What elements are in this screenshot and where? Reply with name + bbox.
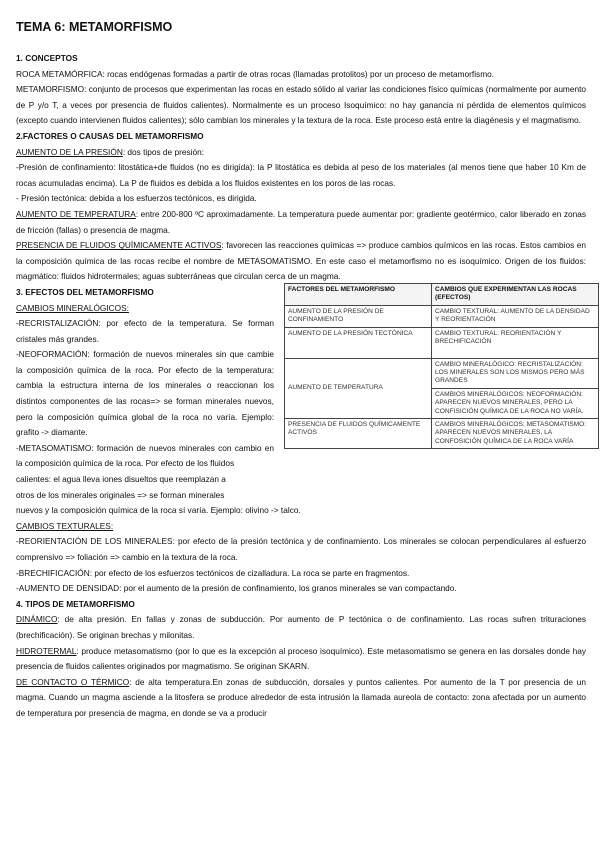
- table-cell: CAMBIO TEXTURAL: AUMENTO DE LA DENSIDAD Y REORIENTACIÓN: [432, 305, 599, 327]
- section-1-heading: 1. CONCEPTOS: [16, 53, 78, 63]
- contacto-paragraph: [16, 675, 586, 722]
- contacto-text: : de alta temperatura.En zonas de subducción, dorsales y puntos calientes. Por aumento de la T por presencia de un magma. Cuando un magma asciende a la litosfera se produce alrededor de esta intrusión la llamada aureola de contacto: zona afectada por un aumento de temperatura por presencia de magma, en donde se va a producir: [16, 676, 586, 718]
- hidrotermal-paragraph: [16, 644, 586, 675]
- table-row: [285, 358, 599, 388]
- dinamico-label: DINÁMICO: [16, 614, 58, 625]
- table-header-row: [285, 283, 599, 305]
- presion-label: AUMENTO DE LA PRESIÓN: [16, 146, 123, 157]
- metasomatismo-cont-1: calientes: el agua lleva iones disueltos que reemplazan a: [16, 474, 226, 485]
- brechificacion-paragraph: -BRECHIFICACIÓN: por efecto de los esfuerzos tectónicos de cizalladura. La roca se parte en fragmentos.: [16, 567, 410, 578]
- hidrotermal-label: HIDROTERMAL: [16, 645, 77, 656]
- metasomatismo-paragraph: -METASOMATISMO: formación de nuevos minerales con cambio en la composición química de la roca. Por efecto de los fluidos: [16, 442, 274, 469]
- fluidos-paragraph: [16, 238, 586, 285]
- table-row: [285, 418, 599, 448]
- fluid-text: : favorecen las reacciones químicas => produce cambios químicos en las rocas. Estos cambios en la composición química de las rocas recibe el nombre de METASOMATISMO. En este caso el metamorfismo no es isoquímico. Origen de los fluidos: magmático: fluidos hidrotermales; aguas subterráneas que circulan cerca de un magma.: [16, 240, 586, 282]
- table-header-cambios: CAMBIOS QUE EXPERIMENTAN LAS ROCAS (EFECTOS): [432, 283, 599, 305]
- table-cell: CAMBIOS MINERALÓGICOS: NEOFORMACIÓN: APARECEN NUEVOS MINERALES, PERO LA CONFISICIÓN QUÍMICA DE LA ROCA NO VARÍA.: [432, 388, 599, 418]
- table-cell: AUMENTO DE LA PRESIÓN DE CONFINAMIENTO: [285, 305, 432, 327]
- presion-confinamiento-paragraph: -Presión de confinamiento: litostática+de fluidos (no es dirigida): la P litostática es debida al peso de los materiales (al menos tiene que haber 10 Km de rocas acumuladas encima). La P de fluidos es debida a los fluidos existentes en los poros de las rocas.: [16, 162, 586, 188]
- temperatura-paragraph: [16, 207, 586, 238]
- table-cell: AUMENTO DE LA PRESIÓN TECTÓNICA: [285, 327, 432, 358]
- metasomatismo-cont-3: nuevos y la composición química de la roca sí varía. Ejemplo: olivino -> talco.: [16, 505, 301, 516]
- meta-text: : conjunto de procesos que experimentan las rocas en estado sólido al variar las condiciones físico químicas (normalmente por aumento de P y/o T, a veces por presencia de fluidos calientes). Normalmente es un proceso Isoquímico: no hay ganancia ni pérdida de elementos químicos (excepto cuando intervienen fluidos calientes); sólo cambian los minerales y la textura de la roca. Este proceso está entre la diagénesis y el magmatismo.: [16, 84, 586, 126]
- table-cell: CAMBIOS MINERALÓGICOS: METASOMATISMO: APARECEN NUEVOS MINERALES, LA CONFOSICIÓN QUÍMICA DE LA ROCA VARÍA: [432, 418, 599, 448]
- effects-left-column: [16, 285, 274, 503]
- densidad-paragraph: -AUMENTO DE DENSIDAD: por el aumento de la presión de confinamiento, los granos minerales se van compactando.: [16, 583, 457, 594]
- page-title: TEMA 6: METAMORFISMO: [16, 20, 173, 34]
- table-cell: PRESENCIA DE FLUIDOS QUÍMICAMENTE ACTIVOS: [285, 418, 432, 448]
- section-2-heading: 2.FACTORES O CAUSAS DEL METAMORFISMO: [16, 130, 204, 141]
- meta-label: METAMORFISMO: [16, 84, 85, 95]
- table-row: [285, 305, 599, 327]
- contacto-label: DE CONTACTO O TÉRMICO: [16, 676, 130, 687]
- temp-text: : entre 200-800 ºC aproximadamente. La temperatura puede aumentar por: gradiente geotérmico, calor liberado en zonas de fricción (fallas) o presencia de magma.: [16, 208, 586, 235]
- table-header-factores: FACTORES DEL METAMORFISMO: [285, 283, 432, 305]
- temp-label: AUMENTO DE TEMPERATURA: [16, 208, 136, 219]
- metasomatismo-cont-2: otros de los minerales originales => se forman minerales: [16, 489, 225, 500]
- metamorfismo-paragraph: [16, 82, 586, 129]
- cambios-mineralogicos-label: CAMBIOS MINERALÓGICOS:: [16, 302, 129, 313]
- section-3-heading: 3. EFECTOS DEL METAMORFISMO: [16, 286, 154, 297]
- roca-metamorfica-paragraph: [16, 67, 586, 83]
- presion-tectonica-paragraph: - Presión tectónica: debida a los esfuerzos tectónicos, es dirigida.: [16, 193, 257, 204]
- fluid-label: PRESENCIA DE FLUIDOS QUÍMICAMENTE ACTIVOS: [16, 240, 222, 251]
- table-cell: CAMBIO TEXTURAL: REORIENTACIÓN Y BRECHIFICACIÓN: [432, 327, 599, 358]
- reorientacion-paragraph: -REORIENTACIÓN DE LOS MINERALES: por efecto de la presión tectónica y de confinamiento. Los minerales se colocan perpendiculares al esfuerzo comprensivo => foliación => cambio en la textura de la roca.: [16, 536, 586, 562]
- hidrotermal-text: : produce metasomatismo (por lo que es la excepción al proceso isoquímico). Este metasomatismo se genera en las dorsales donde hay presencia de fluidos calientes originados por magmatismo. Se originan SKARN.: [16, 645, 586, 672]
- document-page: [16, 20, 590, 722]
- table-cell: CAMBIO MINERALÓGICO: RECRISTALIZACIÓN: LOS MINERALES SON LOS MISMOS PERO MÁS GRANDES: [432, 358, 599, 388]
- presion-text: : dos tipos de presión:: [122, 146, 204, 157]
- dinamico-paragraph: [16, 612, 586, 643]
- recristalizacion-paragraph: -RECRISTALIZACIÓN: por efecto de la temperatura. Se forman cristales más grandes.: [16, 318, 274, 344]
- roca-text: : rocas endógenas formadas a partir de otras rocas (llamadas protolitos) por un proceso de metamorfismo.: [102, 68, 495, 79]
- dinamico-text: : de alta presión. En fallas y zonas de subducción. Por aumento de P tectónica o de confinamiento. Las rocas sufren trituraciones (brechificación). Se originan brechas y milonitas.: [16, 614, 586, 640]
- presion-paragraph: [16, 145, 586, 161]
- factors-effects-table: [284, 283, 599, 449]
- cambios-texturales-label: CAMBIOS TEXTURALES:: [16, 520, 114, 531]
- table-cell: AUMENTO DE TEMPERATURA: [285, 358, 432, 418]
- effects-section: [16, 285, 590, 503]
- roca-label: ROCA METAMÓRFICA: [16, 68, 103, 79]
- neoformacion-paragraph: -NEOFORMACIÓN: formación de nuevos minerales sin que cambie la composición química de la roca. Por efecto de la temperatura: cambia la estructura interna de los minerales o reaccionan los distintos componentes de las rocas=> se forman minerales nuevos, pero la composición química global de la roca no varía. Ejemplo: grafito -> diamante.: [16, 349, 274, 438]
- section-4-heading: 4. TIPOS DE METAMORFISMO: [16, 598, 135, 609]
- table-row: [285, 327, 599, 358]
